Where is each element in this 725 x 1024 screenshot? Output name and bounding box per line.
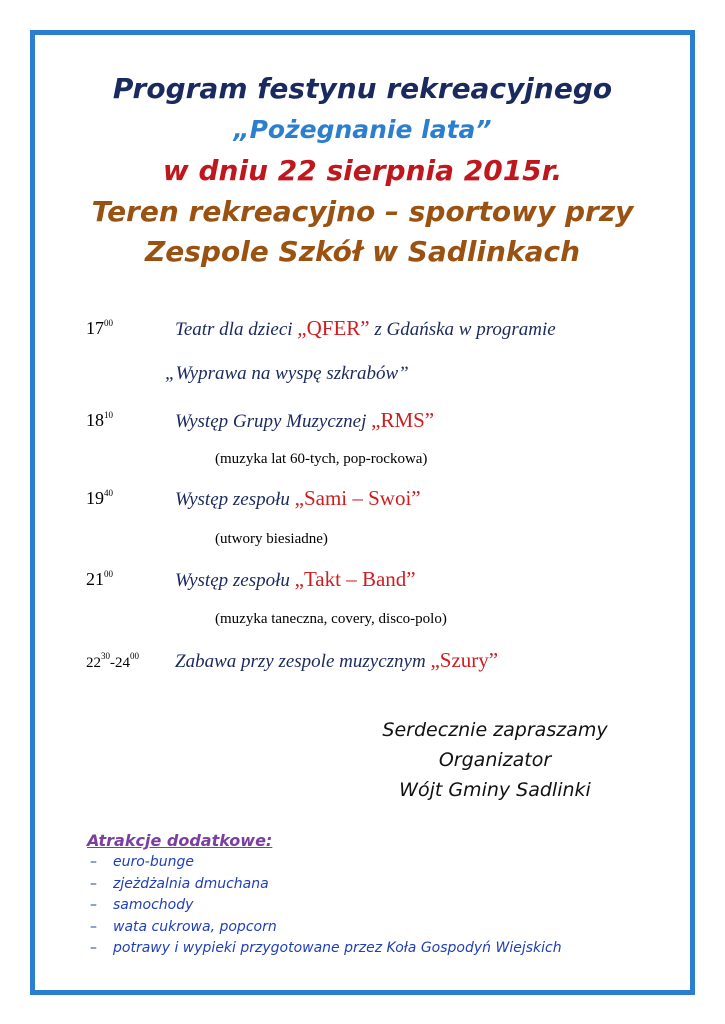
list-item: – euro-bunge (90, 852, 562, 874)
title-line-event-name: „Pożegnanie lata” (233, 115, 492, 144)
schedule-event: Występ Grupy Muzycznej „RMS” (175, 408, 435, 432)
dash-bullet: – (90, 940, 97, 956)
schedule-event: Teatr dla dzieci „QFER” z Gdańska w programie (175, 316, 556, 340)
performer-name: „Sami – Swoi” (294, 486, 421, 510)
schedule-event: Zabawa przy zespole muzycznym „Szury” (175, 648, 499, 672)
title-line-venue-1: Teren rekreacyjno – sportowy przy (91, 195, 634, 228)
schedule-note: (muzyka lat 60-tych, pop-rockowa) (215, 451, 428, 467)
extras-heading: Atrakcje dodatkowe: (87, 831, 273, 850)
title-line-venue-2: Zespole Szkół w Sadlinkach (144, 235, 581, 268)
list-item: – wata cukrowa, popcorn (90, 917, 562, 939)
title-line-program: Program festynu rekreacyjnego (112, 72, 613, 105)
schedule-time: $21^{00}$ (86, 569, 113, 589)
schedule-time: $22^{30}-24^{00}$ (86, 651, 139, 671)
dash-bullet: – (90, 875, 97, 892)
schedule-event: Występ zespołu „Takt – Band” (175, 567, 416, 591)
dash-bullet: – (90, 897, 97, 913)
title-line-date: w dniu 22 sierpnia 2015r. (162, 154, 563, 187)
invitation-text: Serdecznie zapraszamy (382, 719, 608, 741)
list-item: – samochody (90, 895, 562, 917)
signature-block (330, 715, 660, 805)
dash-bullet: – (90, 854, 97, 870)
list-item: – potrawy i wypieki przygotowane przez Koła Gospodyń Wiejskich (90, 938, 562, 960)
performer-name: „RMS” (371, 408, 435, 432)
dash-bullet: – (90, 918, 97, 935)
schedule-event: Występ zespołu „Sami – Swoi” (175, 486, 421, 510)
schedule-note: (muzyka taneczna, covery, disco-polo) (215, 611, 447, 627)
schedule-time: $19^{40}$ (86, 488, 113, 508)
performer-name: „Takt – Band” (294, 567, 416, 591)
schedule-note: (utwory biesiadne) (215, 531, 328, 547)
organizer-name: Wójt Gminy Sadlinki (399, 779, 591, 801)
schedule-time: $18^{10}$ (86, 410, 113, 430)
organizer-label: Organizator (438, 749, 552, 771)
schedule-event-continued: „Wyprawa na wyspę szkrabów” (165, 363, 409, 384)
extras-list (90, 852, 562, 960)
list-item: – zjeżdżalnia dmuchana (90, 874, 562, 896)
schedule-time: $17^{00}$ (86, 318, 113, 338)
performer-name: „QFER” (297, 316, 370, 340)
performer-name: „Szury” (430, 648, 499, 672)
